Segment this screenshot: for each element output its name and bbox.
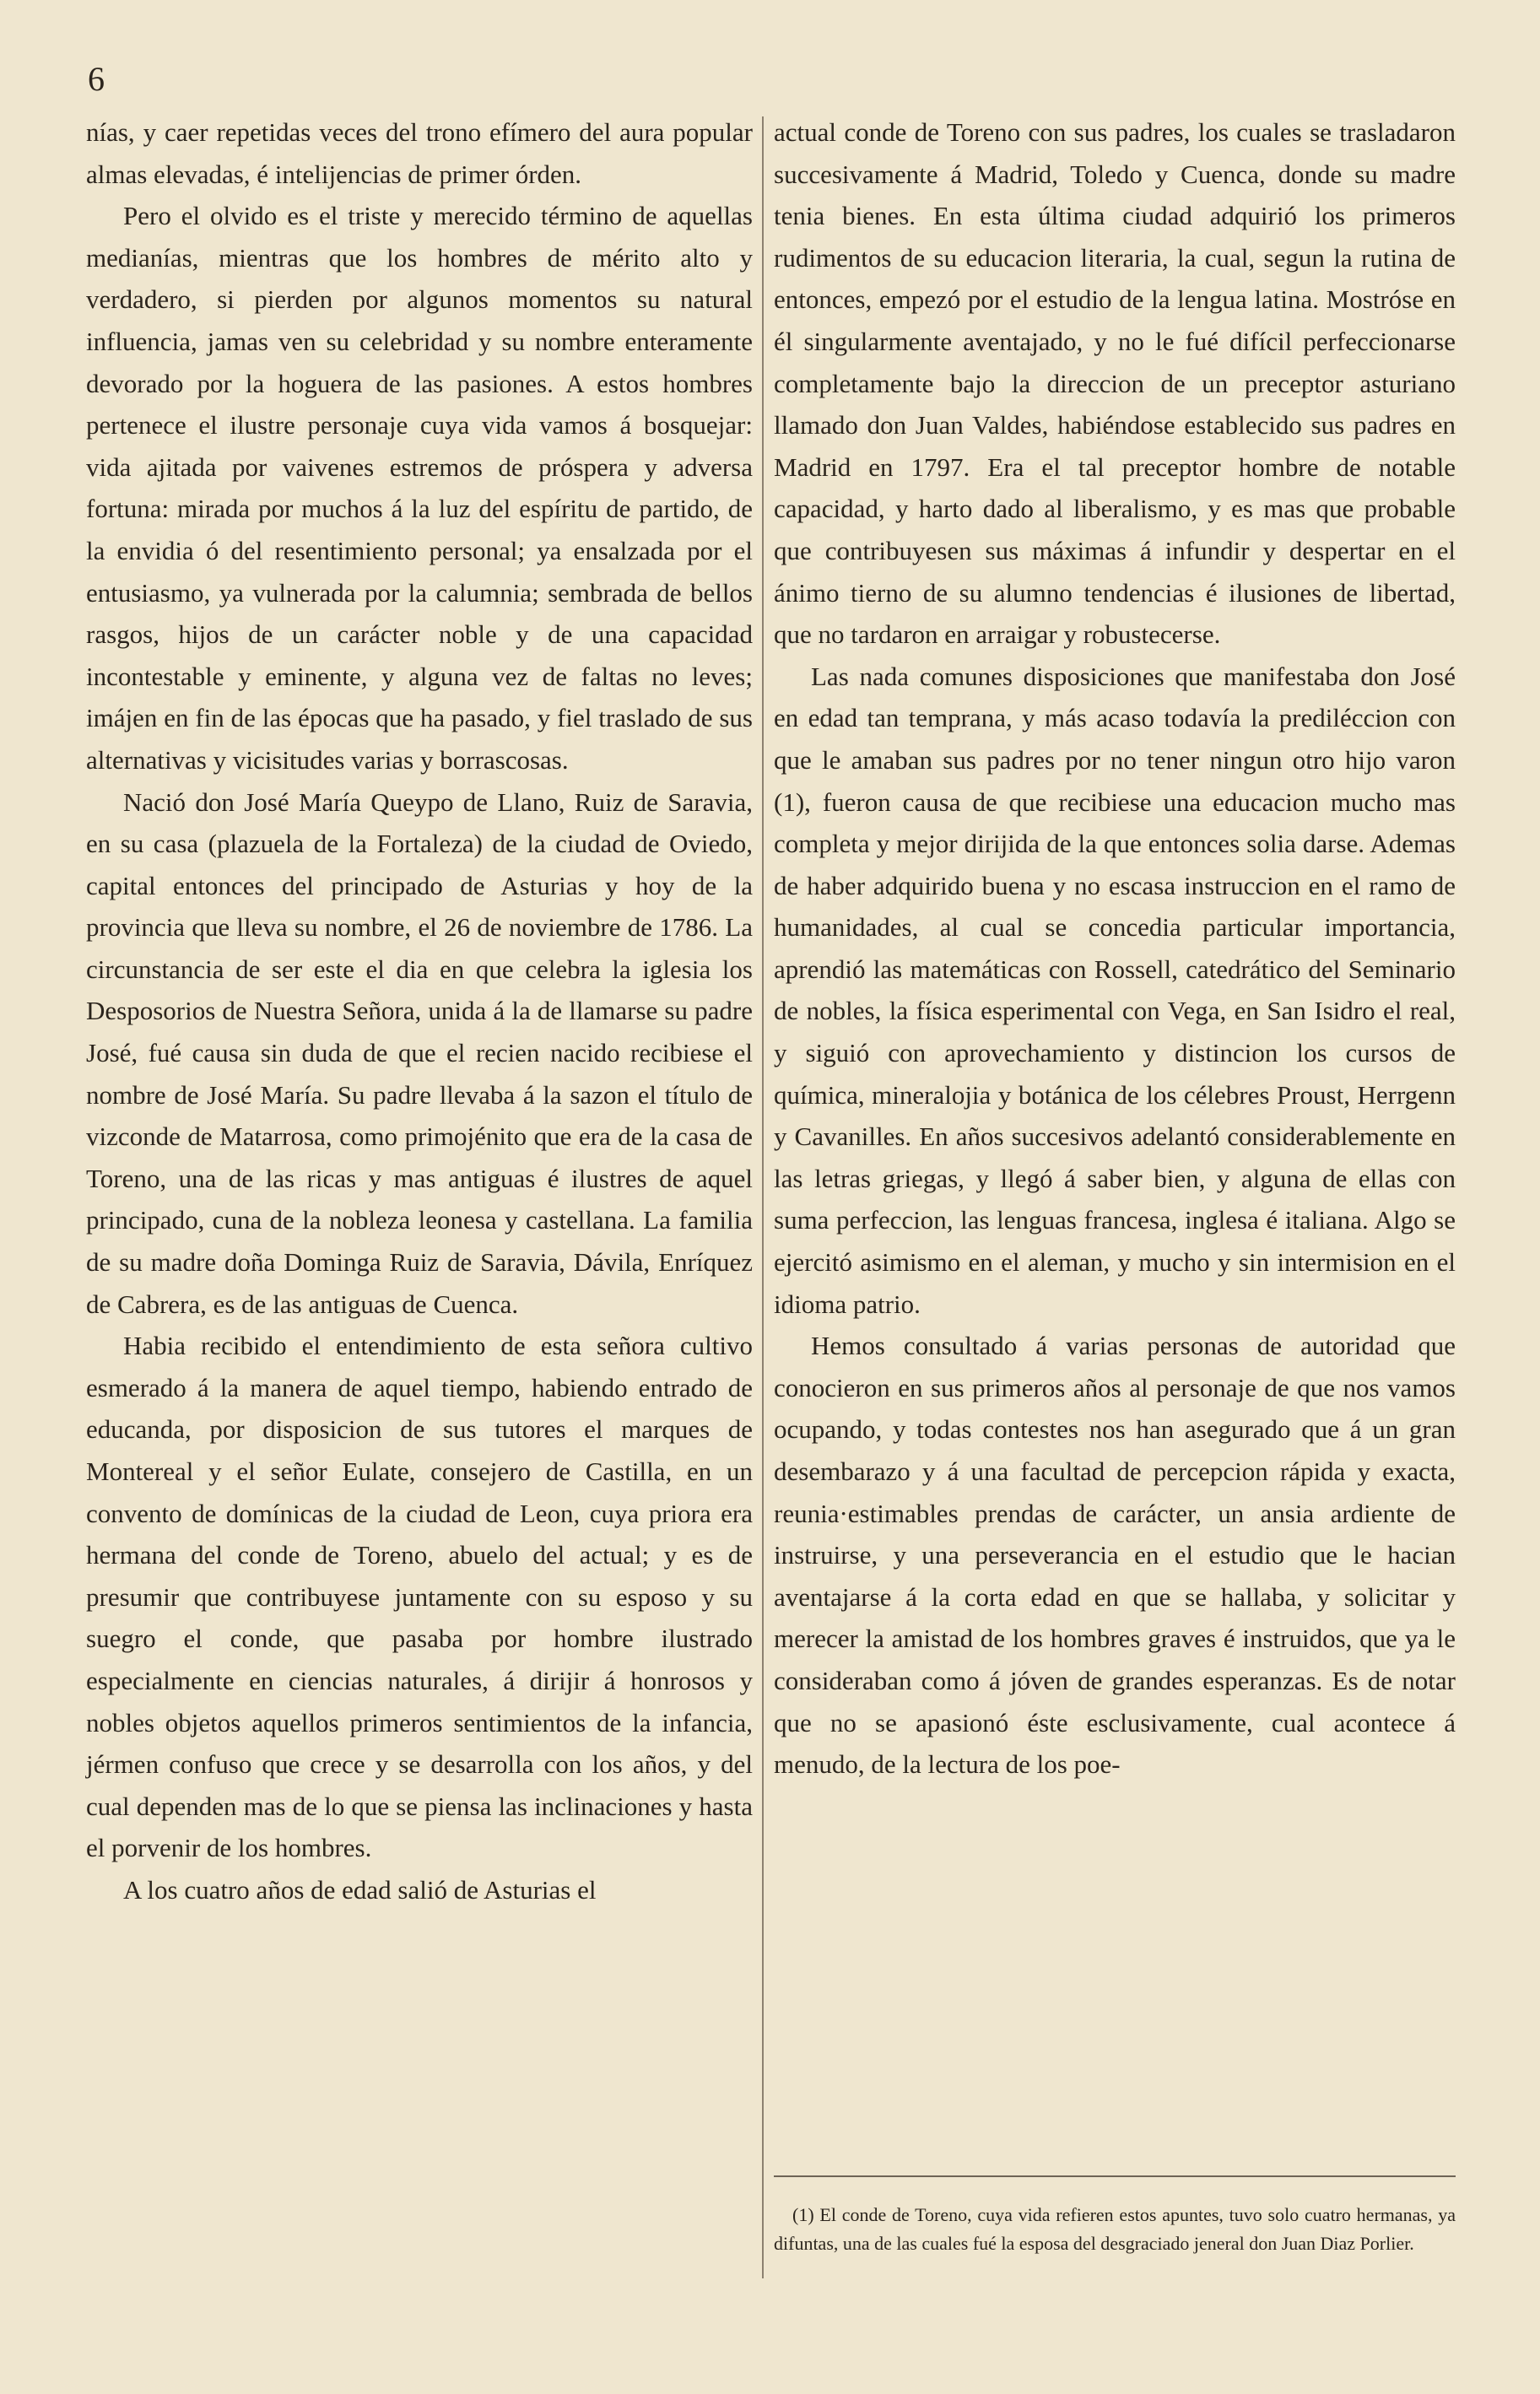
right-paragraph-2: Las nada comunes disposiciones que manifestaba don José en edad tan temprana, y más acaso todavía la prediléccion con que le amaban sus padres por no tener ningun otro hijo varon (1), fueron causa de que recibiese una educacion mucho mas completa y mejor dirijida de la que entonces solia darse. Ademas de haber adquirido buena y no escasa instruccion en el ramo de humanidades, al cual se concedia particular importancia, aprendió las matemáticas con Rossell, catedrático del Seminario de nobles, la física esperimental con Vega, en San Isidro el real, y siguió con aprovechamiento y distincion los cursos de química, mineralojia y botánica de los célebres Proust, Herrgenn y Cavanilles. En años succesivos adelantó considerablemente en las letras griegas, y llegó á saber bien, y alguna de ellas con suma perfeccion, las lenguas francesa, inglesa é italiana. Algo se ejercitó asimismo en el aleman, y mucho y sin intermision en el idioma patrio.	[774, 661, 1456, 1319]
right-paragraph-3: Hemos consultado á varias personas de autoridad que conocieron en sus primeros años al personaje de que nos vamos ocupando, y todas contestes nos han asegurado que á un gran desembarazo y á una facultad de percepcion rápida y exacta, reunia·estimables prendas de carácter, un ansia ardiente de instruirse, y una perseverancia en el estudio que le hacian aventajarse á la corta edad en que se hallaba, y solicitar y merecer la amistad de los hombres graves é instruidos, que ya le consideraban como á jóven de grandes esperanzas. Es de notar que no se apasionó éste esclusivamente, cual acontece á menudo, de la lectura de los poe-	[774, 1331, 1456, 1780]
right-column	[774, 111, 1456, 1786]
left-paragraph-3: Nació don José María Queypo de Llano, Ruiz de Saravia, en su casa (plazuela de la Fortaleza) de la ciudad de Oviedo, capital entonces del principado de Asturias y hoy de la provincia que lleva su nombre, el 26 de noviembre de 1786. La circunstancia de ser este el dia en que celebra la iglesia los Desposorios de Nuestra Señora, unida á la de llamarse su padre José, fué causa sin duda de que el recien nacido recibiese el nombre de José María. Su padre llevaba á la sazon el título de vizconde de Matarrosa, como primojénito que era de la casa de Toreno, una de las ricas y mas antiguas é ilustres de aquel principado, cuna de la nobleza leonesa y castellana. La familia de su madre doña Dominga Ruiz de Saravia, Dávila, Enríquez de Cabrera, es de las antiguas de Cuenca.	[86, 786, 753, 1319]
left-paragraph-2: Pero el olvido es el triste y merecido término de aquellas medianías, mientras que los hombres de mérito alto y verdadero, si pierden por algunos momentos su natural influencia, jamas ven su celebridad y su nombre enteramente devorado por la hoguera de las pasiones. A estos hombres pertenece el ilustre personaje cuya vida vamos á bosquejar: vida ajitada por vaivenes estremos de próspera y adversa fortuna: mirada por muchos á la luz del espíritu de partido, de la envidia ó del resentimiento personal; ya ensalzada por el entusiasmo, ya vulnerada por la calumnia; sembrada de bellos rasgos, hijos de un carácter noble y de una capacidad incontestable y eminente, y alguna vez de faltas no leves; imájen en fin de las épocas que ha pasado, y fiel traslado de sus alternativas y vicisitudes varias y borrascosas.	[86, 201, 753, 775]
footnote: (1) El conde de Toreno, cuya vida refieren estos apuntes, tuvo solo cuatro hermanas, ya difuntas, una de las cuales fué la esposa del desgraciado jeneral don Juan Diaz Porlier.	[774, 2204, 1456, 2254]
right-paragraph-1: actual conde de Toreno con sus padres, los cuales se trasladaron succesivamente á Madrid, Toledo y Cuenca, donde su madre tenia bienes. En esta última ciudad adquirió los primeros rudimentos de su educacion literaria, la cual, segun la rutina de entonces, empezó por el estudio de la lengua latina. Mostróse en él singularmente aventajado, y no le fué difícil perfeccionarse completamente bajo la direccion de un preceptor asturiano llamado don Juan Valdes, habiéndose establecido sus padres en Madrid en 1797. Era el tal preceptor hombre de notable capacidad, y harto dado al liberalismo, y es mas que probable que contribuyesen sus máximas á infundir y despertar en el ánimo tierno de su alumno tendencias é ilusiones de libertad, que no tardaron en arraigar y robustecerse.	[774, 117, 1456, 650]
left-paragraph-1: nías, y caer repetidas veces del trono efímero del aura popular almas elevadas, é intelijencias de primer órden.	[86, 117, 753, 189]
left-paragraph-5: A los cuatro años de edad salió de Asturias el	[123, 1874, 597, 1905]
left-paragraph-4: Habia recibido el entendimiento de esta señora cultivo esmerado á la manera de aquel tiempo, habiendo entrado de educanda, por disposicion de sus tutores el marques de Montereal y el señor Eulate, consejero de Castilla, en un convento de domínicas de la ciudad de Leon, cuya priora era hermana del conde de Toreno, abuelo del actual; y es de presumir que contribuyese juntamente con su esposo y su suegro el conde, que pasaba por hombre ilustrado especialmente en ciencias naturales, á dirijir á honrosos y nobles objetos aquellos primeros sentimientos de la infancia, jérmen confuso que crece y se desarrolla con los años, y del cual dependen mas de lo que se piensa las inclinaciones y hasta el porvenir de los hombres.	[86, 1331, 753, 1863]
left-column	[86, 111, 753, 1911]
page-number: 6	[88, 60, 105, 98]
column-divider	[762, 116, 764, 2278]
footnote-rule	[774, 2175, 1456, 2177]
